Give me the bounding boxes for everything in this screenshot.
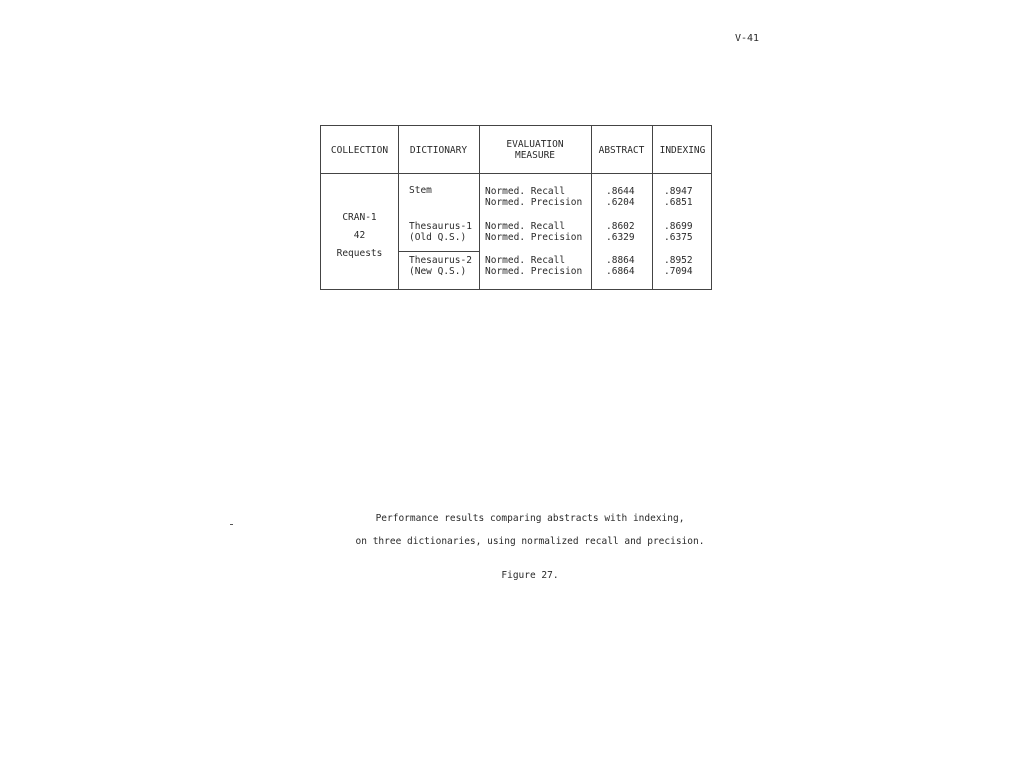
indexing-value: .8699: [664, 221, 693, 232]
measure-label: Normed. Precision: [485, 266, 583, 277]
abstract-value: .8644: [606, 186, 635, 197]
measure-label: Normed. Recall: [485, 255, 566, 266]
indexing-value: .6851: [664, 197, 693, 208]
header-divider: [321, 173, 711, 174]
header-evaluation-measure: EVALUATION MEASURE: [506, 139, 564, 161]
collection-unit: Requests: [336, 248, 383, 259]
figure-label: Figure 27.: [501, 570, 559, 581]
abstract-value: .6329: [606, 232, 635, 243]
indexing-value: .8952: [664, 255, 693, 266]
abstract-value: .8602: [606, 221, 635, 232]
measure-label: Normed. Precision: [485, 197, 583, 208]
collection-name: CRAN-1: [342, 212, 377, 223]
dictionary-subtitle: (Old Q.S.): [409, 232, 467, 243]
dictionary-subtitle: (New Q.S.): [409, 266, 467, 277]
header-indexing: INDEXING: [659, 145, 706, 156]
caption-line-2: on three dictionaries, using normalized recall and precision.: [355, 536, 705, 547]
measure-label: Normed. Recall: [485, 221, 566, 232]
row-divider: [398, 251, 479, 252]
caption-line-1: Performance results comparing abstracts with indexing,: [375, 513, 685, 524]
measure-label: Normed. Precision: [485, 232, 583, 243]
indexing-value: .6375: [664, 232, 693, 243]
dictionary-name: Stem: [409, 185, 432, 196]
measure-label: Normed. Recall: [485, 186, 566, 197]
abstract-value: .8864: [606, 255, 635, 266]
header-collection: COLLECTION: [330, 145, 389, 156]
dictionary-name: Thesaurus-1: [409, 221, 472, 232]
page-number: V-41: [735, 33, 760, 44]
abstract-value: .6864: [606, 266, 635, 277]
collection-count: 42: [353, 230, 366, 241]
indexing-value: .8947: [664, 186, 693, 197]
results-table: [320, 125, 712, 290]
indexing-value: .7094: [664, 266, 693, 277]
header-dictionary: DICTIONARY: [409, 145, 468, 156]
scan-artifact-dash: [230, 524, 233, 525]
header-abstract: ABSTRACT: [598, 145, 645, 156]
dictionary-name: Thesaurus-2: [409, 255, 472, 266]
abstract-value: .6204: [606, 197, 635, 208]
